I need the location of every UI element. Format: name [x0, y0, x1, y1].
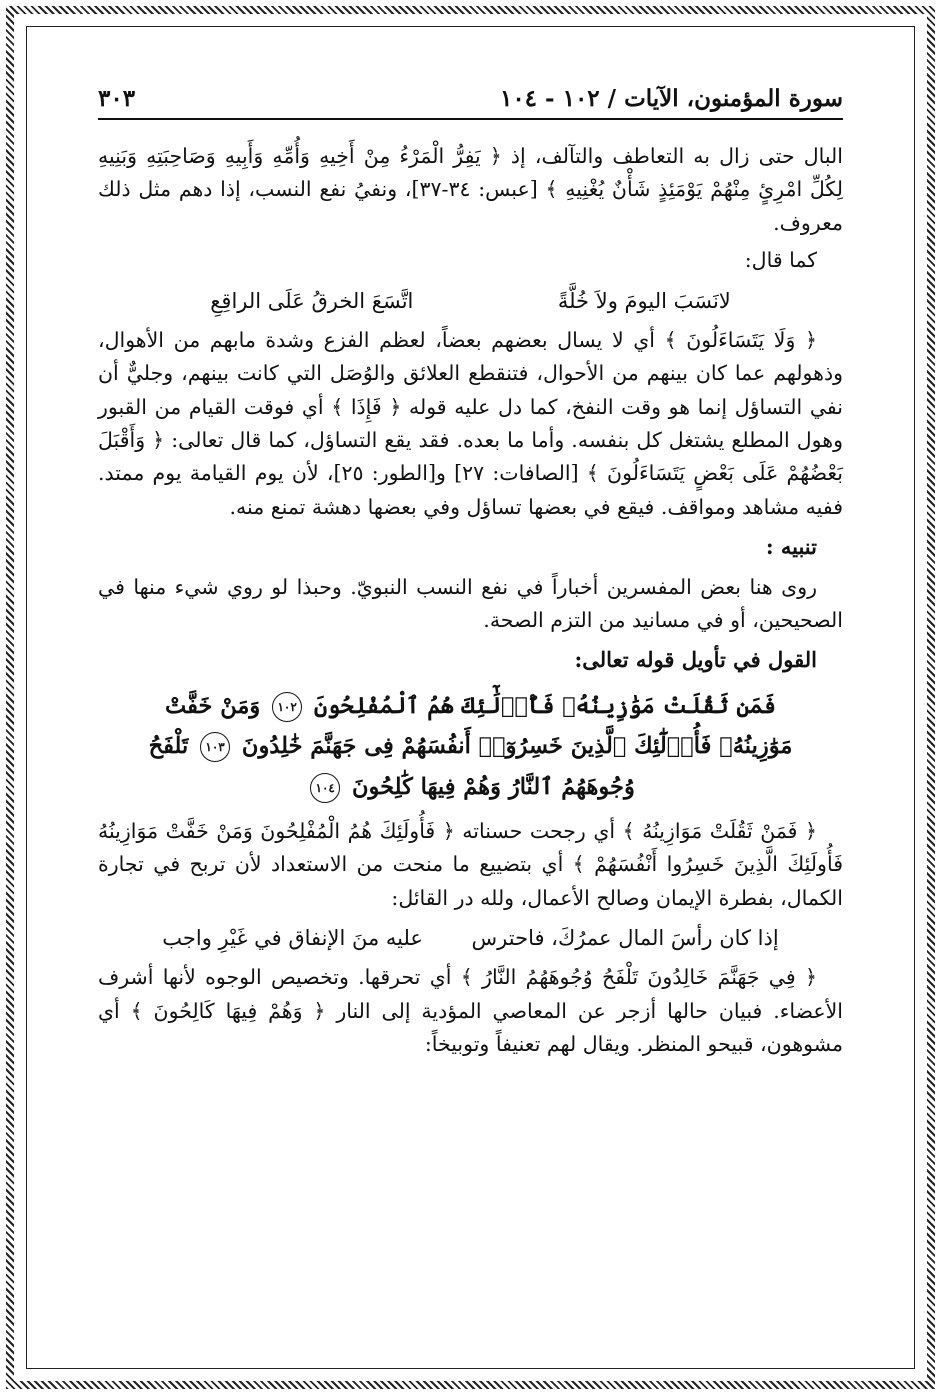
paragraph-4: ﴿ وَلَا يَتَسَاءَلُونَ ﴾ أي لا يسال بعضهم بعضاً، لعظم الفزع وشدة مابهم من الأهوال، وذهولهم عما كان بينهم من الأحوال، فتنقطع العلائق والوُصَل التي كانت بينهم، وجليٌّ أن نفي التساؤل إنما هو وقت النفخ، كما دل عليه قوله ﴿ فَإِذَا ﴾ أي فوقت القيام من القبور وهول المطلع يشتغل كل بنفسه. وأما ما بعده. فقد يقع التساؤل، كما قال تعالى: ﴿ وَأَقْبَلَ بَعْضُهُمْ عَلَى بَعْضٍ يَتَسَاءَلُونَ ﴾ [الصافات: ٢٧] و[الطور: ٢٥]، لأن يوم القيامة يوم ممتد. ففيه مشاهد ومواقف. فيقع في بعضها تساؤل وفي بعضها دهشة تمنع منه. — [98, 327, 843, 519]
poem-verse-1 — [138, 284, 803, 318]
paragraph-11: ﴿ فِي جَهَنَّمَ خَالِدُونَ تَلْفَحُ وُجُوهَهُمُ النَّارُ ﴾ أي تحرقها. وتخصيص الوجوه لأنها أشرف الأعضاء. فبيان حالها أزجر عن المعاصي المؤدية إلى النار ﴿ وَهُمْ فِيهَا كَالِحُونَ ﴾ أي مشوهون، قبيحو المنظر. ويقال لهم تعنيفاً وتوبيخاً: — [98, 965, 843, 1057]
page-header-title: سورة المؤمنون، الآيات / ١٠٢ - ١٠٤ — [499, 84, 843, 112]
paragraph-9: ﴿ فَمَنْ ثَقُلَتْ مَوَازِينُهُ ﴾ أي رجحت حسناته ﴿ فَأُولَئِكَ هُمُ الْمُفْلِحُونَ وَمَنْ خَفَّتْ مَوَازِينُهُ فَأُولَئِكَ الَّذِينَ خَسِرُوا أَنْفُسَهُمْ ﴾ أي بتضييع ما منحت من الاستعداد لأن تربح في تجارة الكمال، بفطرة الإيمان وصالح الأعمال، ولله در القائل: — [98, 819, 843, 910]
poem-hemistich-left: عليه منَ الإنفاق في غَيْرِ واجب — [162, 926, 423, 951]
quran-text-2: وَمَنْ خَفَّتْ مَوَٰزِينُهُۥ فَأُو۟لَٰٓئِكَ ٱلَّذِينَ خَسِرُوٓا۟ أَنفُسَهُمْ فِى جَهَنَّمَ خَٰلِدُونَ — [165, 692, 793, 760]
poem-hemistich-left: اتَّسَعَ الخرقُ عَلَى الراقِعِ — [210, 288, 414, 313]
page-body — [98, 140, 843, 1066]
quran-text-1: فَمَن ثَقُلَتْ مَوَٰزِينُهُۥ فَأُو۟لَٰٓئِكَ هُمُ ٱلْمُفْلِحُونَ — [313, 692, 776, 719]
poem-hemistich-right: إذا كان رأسَ المال عمرُكَ، فاحترس — [471, 926, 779, 951]
note-label: تنبيه : — [765, 534, 817, 560]
paragraph-2: كما قال: — [744, 248, 817, 273]
ayah-number-102: ١٠٢ — [272, 692, 302, 722]
poem-verse-2 — [138, 921, 803, 955]
page-header — [98, 78, 843, 120]
paragraph-1: البال حتى زال به التعاطف والتآلف، إذ ﴿ يَفِرُّ الْمَرْءُ مِنْ أَخِيهِ وَأُمِّهِ وَأَبِيهِ وَصَاحِبَتِهِ وَبَنِيهِ لِكُلِّ امْرِئٍ مِنْهُمْ يَوْمَئِذٍ شَأْنٌ يُغْنِيهِ ﴾ [عبس: ٣٤-٣٧]، ونفيُ نفع النسب، إذا دهم مثل ذلك معروف. — [98, 144, 843, 235]
quran-verses — [128, 686, 813, 808]
page-number: ٣٠٣ — [98, 84, 136, 112]
section-heading: القول في تأويل قوله تعالى: — [574, 647, 817, 673]
poem-hemistich-right: لانَسَبَ اليومَ ولاَ خُلَّةً — [557, 288, 731, 313]
quran-text-3: تَلْفَحُ وُجُوهَهُمُ ٱلنَّارُ وَهُمْ فِيهَا كَٰلِحُونَ — [148, 733, 635, 800]
paragraph-6: روى هنا بعض المفسرين أخباراً في نفع النسب النبويّ. وحبذا لو روي شيء منها في الصحيحين، أو في مسانيد من التزم الصحة. — [98, 574, 843, 632]
ayah-number-103: ١٠٣ — [200, 732, 230, 762]
ayah-number-104: ١٠٤ — [310, 773, 340, 803]
